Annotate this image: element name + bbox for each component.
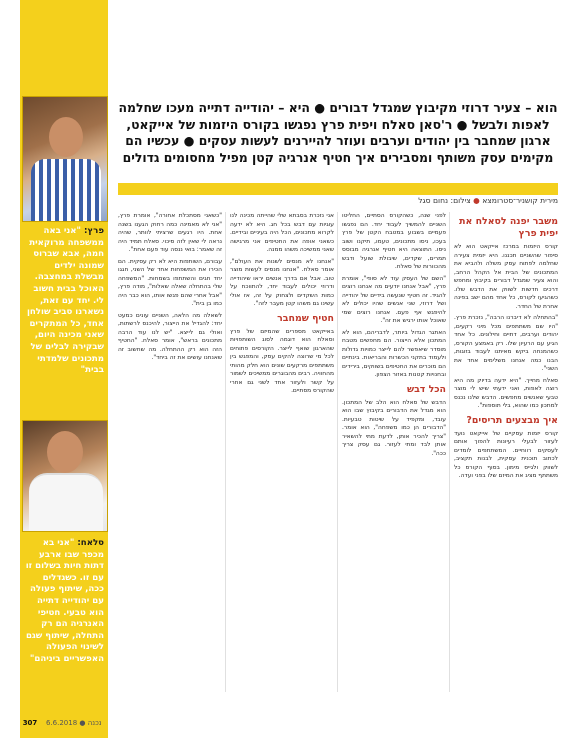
photo-shirt bbox=[29, 473, 103, 532]
column-divider bbox=[337, 212, 338, 692]
paragraph: האתגר הגדול ביותר, לדבריהם, הוא לא המתכון אלא הייצור. הם מחפשים מטבח מוסדר שיאפשר להם לייצר כמויות גדולות ולעמוד בתקני הכשרות והבריאות. בינתיים הם מוכרים את החטיפים בשווקים, בירידים ובחנויות קטנות באזור הצפון. bbox=[342, 329, 446, 378]
paragraph: קורס היזמות במרכז אייקאט הוא לא סיפור שהשניים תכננו. היא יזמית צעירה שחלמה לפתוח עסק משלה ולהביא את המתכונים של הבית אל הקהל הרחב, והוא צעיר שמגדל דבורים בקיבוץ ומחפש דרכים חדשות לשווק את הדבש שלו. כשהגיעו לקורס, כל אחד מהם ישב בפינה אחרת של החדר. bbox=[454, 244, 558, 310]
article-column-4 bbox=[118, 212, 222, 366]
article-column-2 bbox=[342, 212, 446, 461]
quote-text: "אני בא מכפר שבו ארבע דתות חיות בשלום זו עם זו. כשגדלים ככה, שיתוף פעולה עם יהודייה דתייה הוא טבעי. חטיפי האנרגיה הם רק התחלה, שיתוף שגם לשינוי הפעולה האפשריים ביניהם" bbox=[25, 538, 104, 664]
photo-face bbox=[47, 431, 83, 473]
paragraph: לשאלה מה הלאה, השניים עונים כמעט יחד: להגדיל את הייצור, להיכנס לרשתות, ואולי גם לייצא. "יש לנו עוד הרבה מתכונים בראש", אומר סאלח. "החטיף הזה הוא רק ההתחלה. מה שחשוב זה שאנחנו עושים את זה ביחד". bbox=[118, 312, 222, 361]
pull-quote-salah bbox=[24, 538, 104, 666]
page-footer bbox=[20, 716, 560, 730]
paragraph: קורס יזמות עסקיים של אייקאט נועד לעזור לבעלי רעיונות להפוך אותם לעסקים רווחיים. המשתתפים לומדים לכתוב תוכנית עסקית, לבנות תקציב, לשווק ולגייס מימון. בסוף הקורס כל משתתף מציג את המיזם שלו בפני ועדה. bbox=[454, 430, 558, 479]
photo-face bbox=[49, 117, 83, 157]
article-credits: מירית קושניר־סטרומצא ● צילום: נחום סגל bbox=[418, 196, 558, 205]
writer-name: מירית קושניר־סטרומצא bbox=[482, 196, 558, 205]
paragraph: "בהתחלה לא דיברנו הרבה", נזכרת פרץ. "היו שם משתתפים מכל מיני רקעים, יהודים וערבים, דתיים וחילונים. כל אחד הגיע עם הרעיון שלו. רק באמצע הקורס, כשהמנחה ביקש מאיתנו לעבוד בזוגות, הבנו כמה אנחנו משלימים אחד את השני". bbox=[454, 315, 558, 372]
column-divider bbox=[449, 212, 450, 692]
photo-label: צילום: bbox=[450, 196, 471, 205]
paragraph: "כשאני מסתכלת אחורה", אומרת פרץ, "אני לא מאמינה כמה רחוק הגענו בשנה אחת. היו רגעים שרציתי לוותר, שהיה נראה לי שאין לזה סיכוי. סאלח תמיד היה זה שאמר: בואי ננסה עוד פעם אחת". bbox=[118, 213, 222, 253]
paragraph: עבורם, השותפות היא לא רק עסקית. הם הכירו את המשפחות אחד של השני, חגגו יחד חגים והשתתפו בשמחות. "המשפחה שלי בהתחלה שאלה שאלות", מודה פרץ, "אבל אחרי שהם פגשו אותו, הוא כבר היה כמו בן בית". bbox=[118, 258, 222, 307]
credit-bar bbox=[118, 183, 558, 195]
photographer-name: נחום סגל bbox=[418, 196, 449, 205]
subheading: הכל דבש bbox=[406, 383, 446, 395]
subheading: איך מבצעים תריסים? bbox=[466, 414, 558, 426]
quote-speaker: סלאח: bbox=[77, 538, 104, 548]
page-number: 307 bbox=[20, 716, 40, 730]
quote-speaker: פרץ: bbox=[84, 226, 104, 236]
portrait-photo-salah bbox=[22, 420, 108, 532]
portrait-photo-perets bbox=[22, 96, 108, 222]
quote-text: "אני באה ממשפחה מרוקאית חמה, אבא שברוס שמונה ילדים מבשלת במחצבה. האוכל בבית חשוב לי. יחד עם זאת, נשארנו סביב שולחן אחד, כל המתקרים שאני מכינה היום, שבקירה לבלים של מתכונים שלמדתי בבית" bbox=[26, 226, 104, 376]
paragraph: הדבש של סאלח הוא הלב של המתכון. הוא מגדל את הדבורים בקיבוץ שבו הוא עובד, ומקפיד על שיטות טבעיות. "הדבורים הן כמו משפחה", הוא אומר. "צריך להכיר אותן, לדעת מתי להשאיר אותן לבד ומתי לעזור. גם עסק צריך ככה". bbox=[342, 399, 446, 457]
column-divider bbox=[225, 212, 226, 692]
issue-date: נכנה ● 6.6.2018 bbox=[46, 719, 102, 727]
paragraph: לפני שנה, כשהקורס הסתיים, החליטו השניים להמשיך לעבוד יחד. הם נפגשו פעמיים בשבוע במטבח הקטן של פרץ בעכו, ניסו מתכונים, טעמו, תיקנו ושוב ניסו. התוצאה היא חטיף אנרגיה מבוסס תמרים, שקדים, שיבולת שועל ודבש מהכוורות של סאלח. bbox=[342, 213, 446, 270]
subheading: חטיף שמחבר bbox=[277, 312, 334, 324]
article-column-1 bbox=[454, 212, 558, 484]
pull-quote-perets bbox=[24, 226, 104, 377]
paragraph: "השם של העסק עוד לא סופי", אומרת פרץ, "אבל אנחנו יודעים מה אנחנו רוצים להגיד. זה חטיף שנעשה בידיים של יהודייה ושל דרוזי, שני אנשים שהיו יכולים לא להיפגש אף פעם. אנחנו רוצים שמי שאוכל אותו ירגיש את זה". bbox=[342, 275, 446, 324]
article-headline: הוא – צעיר דרוזי מקיבוץ שמגדל דבורים ● היא – יהודייה דתייה מעכו שחלמה לאפות ולבשל ● ר'סאן סאלח ויפית פרץ נפגשו בקורס היזמות של אייקאט, ארגון שמחבר בין יהודים וערבים ועוזר להיירנים לעשות עסקים ● עכשיו הם מקימים עסק משותף ומסבירים איך חטיף אנרגיה קטן מפיל מחסומים גדולים bbox=[118, 100, 558, 165]
paragraph: אני נזכרת בסבתא שלי שהייתה מכינה לנו עוגיות עם דבש בכל חג. היא לא ידעה לקרוא מתכונים, הכל היה בעיניים ובידיים. כשאני אופה את החטיפים אני מרגישה שאני ממשיכה משהו ממנה. bbox=[230, 213, 334, 253]
article-column-3 bbox=[230, 212, 334, 399]
photo-shirt bbox=[31, 159, 101, 221]
paragraph: סאלח מחייך. "היא ידעה בדיוק מה היא רוצה לאפות, ואני ידעתי שיש לי מוצר טבעי שאנשים מחפשים. הדבש שלנו נכנס למתכון כמו שהוא, בלי תוספות". bbox=[454, 377, 558, 409]
subheading: משבר יפנה לסאלח את יפית פרץ bbox=[459, 216, 558, 239]
paragraph: "אנחנו לא מנסים לשנות את העולם", אומר סאלח. "אנחנו מנסים לעשות מוצר טוב. אבל אם בדרך אנשים יראו שיהודייה ודרוזי יכולים לעבוד יחד, להתווכח על כמות השקדים ולצחוק על זה, אז אולי עשינו גם משהו קטן מעבר לזה". bbox=[230, 258, 334, 307]
paragraph: באייקאט מספרים שהמיזם של פרץ וסאלח הוא דוגמה לסוג השותפויות שהארגון שואף לייצר. הקורסים פתוחים לכל מי שרוצה להקים עסק, והמפגש בין משתתפים מרקעים שונים הוא חלק מהותי מהחוויה. רבים מהבוגרים ממשיכים לשמור על קשר ולעזור אחד לשני גם אחרי שהקורס מסתיים. bbox=[230, 328, 334, 394]
